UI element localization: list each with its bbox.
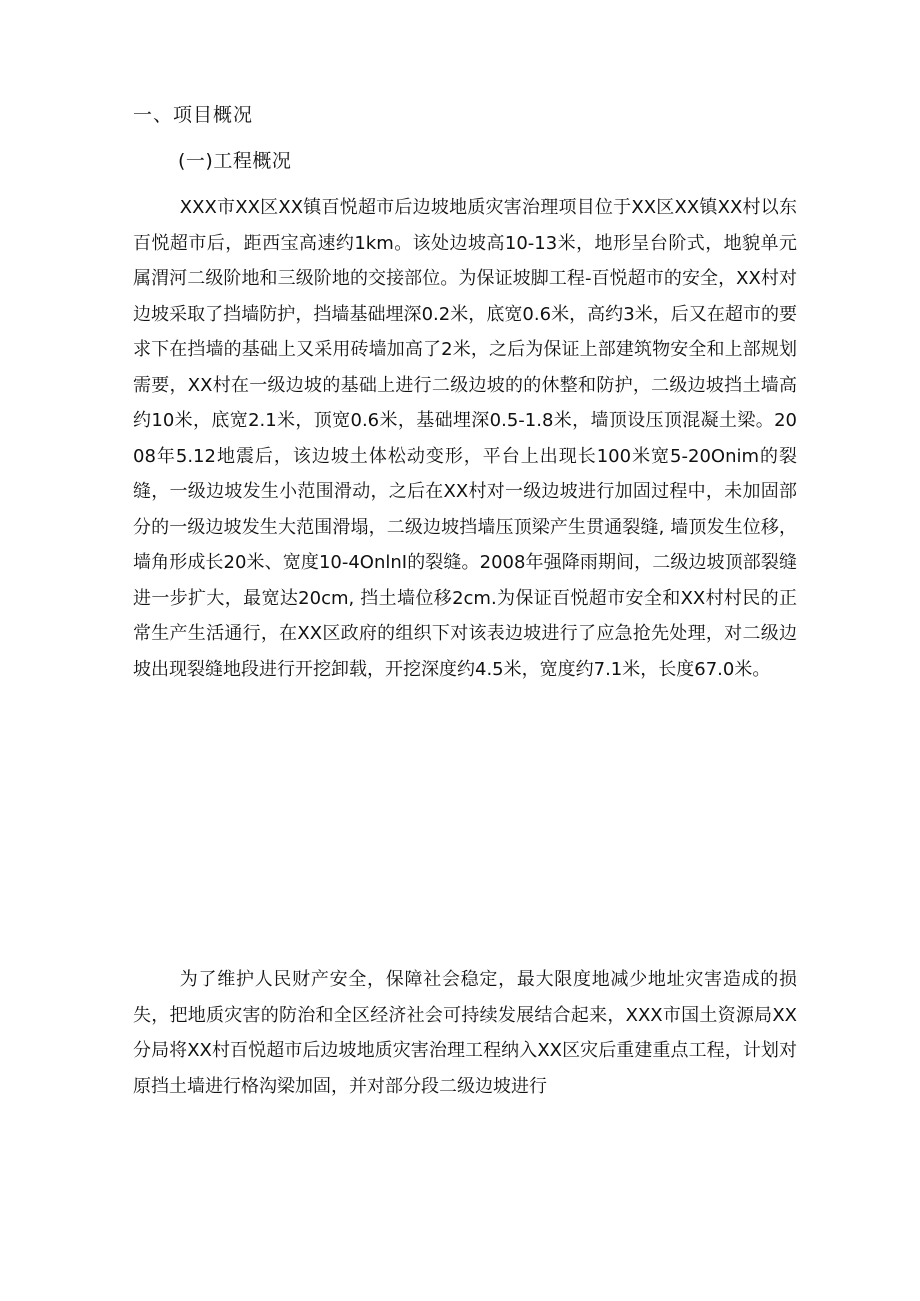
section-heading: 一、项目概况 — [133, 104, 254, 126]
body-paragraph-1: XXX市XX区XX镇百悦超市后边坡地质灾害治理项目位于XX区XX镇XX村以东百悦超市后，距西宝高速约1km。该处边坡高10-13米，地形呈台阶式，地貌单元属渭河二级阶地和三级阶地的交接部位。为保证坡脚工程-百悦超市的安全，XX村对边坡采取了挡墙防护，挡墙基础埋深0.2米，底宽0.6米，高约3米，后又在超市的要求下在挡墙的基础上又采用砖墙加高了2米，之后为保证上部建筑物安全和上部规划需要，XX村在一级边坡的基础上进行二级边坡的的休整和防护，二级边坡挡土墙高约10米，底宽2.1米，顶宽0.6米，基础埋深0.5-1.8米，墙顶设压顶混凝土梁。2008年5.12地震后，该边坡土体松动变形，平台上出现长100米宽5-20Onim的裂缝，一级边坡发生小范围滑动，之后在XX村对一级边坡进行加固过程中，未加固部分的一级边坡发生大范围滑塌，二级边坡挡墙压顶梁产生贯通裂缝, 墙顶发生位移，墙角形成长20米、宽度10-4OnlnI的裂缝。2008年强降雨期间，二级边坡顶部裂缝进一步扩大，最宽达20cm, 挡土墙位移2cm.为保证百悦超市安全和XX村村民的正常生产生活通行，在XX区政府的组织下对该表边坡进行了应急抢先处理，对二级边坡出现裂缝地段进行开挖卸载，开挖深度约4.5米，宽度约7.1米，长度67.0米。 — [133, 197, 797, 680]
body-paragraph-2: 为了维护人民财产安全，保障社会稳定，最大限度地减少地址灾害造成的损失，把地质灾害的防治和全区经济社会可持续发展结合起来，XXX市国土资源局XX分局将XX村百悦超市后边坡地质灾害治理工程纳入XX区灾后重建重点工程，计划对原挡土墙进行格沟梁加固，并对部分段二级边坡进行 — [133, 969, 797, 1097]
subsection-heading: (一)工程概况 — [178, 150, 292, 172]
